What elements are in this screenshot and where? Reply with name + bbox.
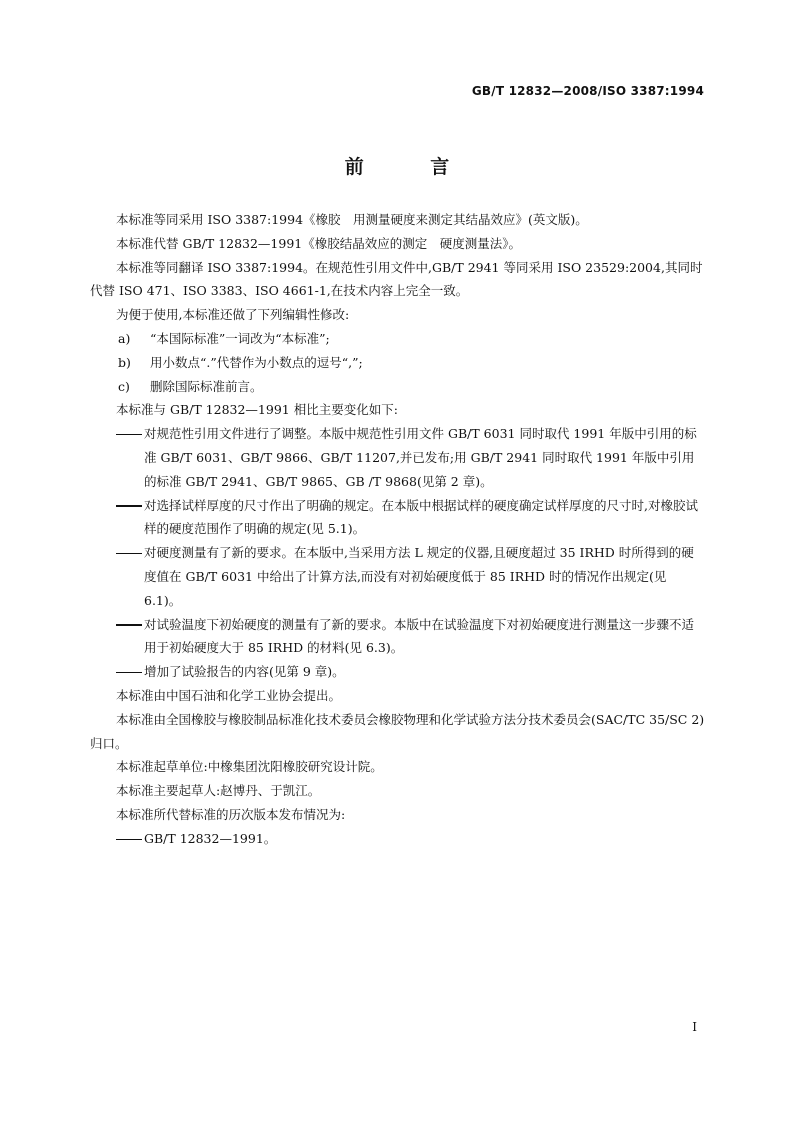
paragraph: 本标准由全国橡胶与橡胶制品标准化技术委员会橡胶物理和化学试验方法分技术委员会(SAC/TC 35/SC 2)归口。 [90,711,705,751]
dash-marker [116,422,144,446]
page-title: 前 言 [344,156,480,178]
dash-marker [116,541,144,565]
dash-text: GB/T 12832—1991。 [144,830,277,846]
foreword-body [90,208,706,851]
paragraph: 本标准所代替标准的历次版本发布情况为: [116,806,346,822]
dash-text: 对选择试样厚度的尺寸作出了明确的规定。在本版中根据试样的硬度确定试样厚度的尺寸时,对橡胶试样的硬度范围作了明确的规定(见 5.1)。 [144,497,698,537]
dash-item [90,613,706,661]
list-marker: b) [118,354,131,370]
dash-text: 增加了试验报告的内容(见第 9 章)。 [144,664,345,680]
list-item [90,327,706,351]
list-marker: a) [118,330,131,346]
paragraph: 本标准由中国石油和化学工业协会提出。 [116,687,342,703]
dash-marker [116,827,144,851]
list-text: “本国际标准”一词改为“本标准”; [150,330,330,346]
list-text: 用小数点“.”代替作为小数点的逗号“,”; [150,354,363,370]
dash-item [90,494,706,542]
paragraph: 本标准起草单位:中橡集团沈阳橡胶研究设计院。 [116,759,383,775]
paragraph: 本标准与 GB/T 12832—1991 相比主要变化如下: [116,402,398,418]
dash-marker [116,494,144,518]
dash-marker [116,660,144,684]
dash-item [90,660,706,684]
dash-text: 对试验温度下初始硬度的测量有了新的要求。本版中在试验温度下对初始硬度进行测量这一步骤不适用于初始硬度大于 85 IRHD 的材料(见 6.3)。 [144,616,695,656]
list-item [90,375,706,399]
paragraph: 本标准等同采用 ISO 3387:1994《橡胶 用测量硬度来测定其结晶效应》(英文版)。 [116,212,588,227]
list-marker: c) [118,378,130,394]
dash-text: 对规范性引用文件进行了调整。本版中规范性引用文件 GB/T 6031 同时取代 1991 年版中引用的标准 GB/T 6031、GB/T 9866、GB/T 11207,并已发布;用 GB/T 2941 同时取代 1991 年版中引用的标准 GB/T 2941、GB/T 9865、GB /T 9868(见第 2 章)。 [144,426,697,489]
list-text: 删除国际标准前言。 [150,378,263,394]
page-number: I [692,1020,697,1034]
dash-item [90,541,706,612]
paragraph: 为便于使用,本标准还做了下列编辑性修改: [116,307,350,323]
dash-item [90,422,706,493]
paragraph: 本标准主要起草人:赵博丹、于凯江。 [116,783,321,799]
paragraph: 本标准代替 GB/T 12832—1991《橡胶结晶效应的测定 硬度测量法》。 [116,235,521,251]
list-item [90,351,706,375]
standard-number-header: GB/T 12832—2008/ISO 3387:1994 [471,84,704,98]
dash-item [90,827,706,851]
dash-marker [116,613,144,637]
dash-text: 对硬度测量有了新的要求。在本版中,当采用方法 L 规定的仪器,且硬度超过 35 IRHD 时所得到的硬度值在 GB/T 6031 中给出了计算方法,而没有对初始硬度低于 85 IRHD 时的情况作出规定(见 6.1)。 [144,545,694,608]
paragraph: 本标准等同翻译 ISO 3387:1994。在规范性引用文件中,GB/T 2941 等同采用 ISO 23529:2004,其同时代替 ISO 471、ISO 3383、ISO 4661-1,在技术内容上完全一致。 [90,259,703,299]
